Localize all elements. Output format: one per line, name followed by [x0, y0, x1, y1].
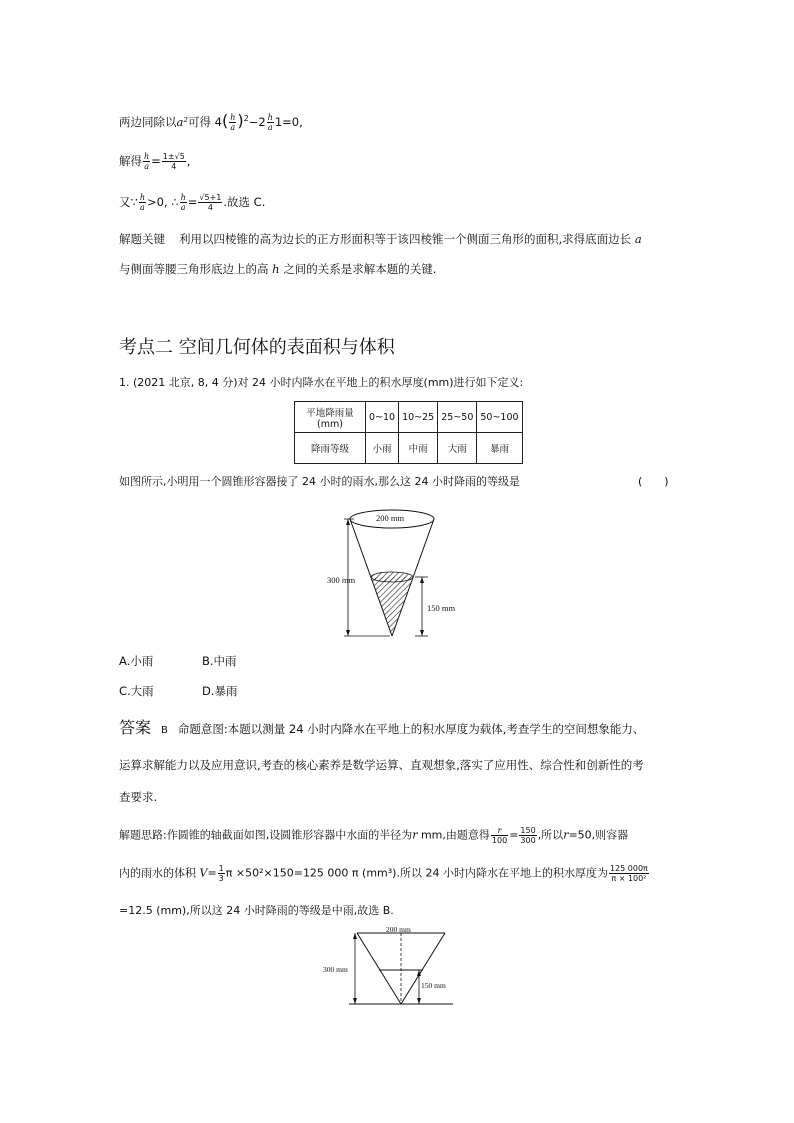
question-continuation: 如图所示,小明用一个圆锥形容器接了 24 小时的雨水,那么这 24 小时降雨的等级是	[119, 475, 520, 488]
text: 两边同除以	[119, 114, 177, 129]
answer-line-3: 查要求.	[119, 790, 158, 804]
text: .故选 C.	[223, 195, 266, 209]
fraction-h-a: $\frac{h}{a}$	[139, 193, 145, 212]
text: ,	[186, 154, 191, 168]
label-200mm: 200 mm	[386, 925, 411, 934]
table-cell: 0~10	[366, 402, 399, 433]
var-v: V	[199, 866, 208, 880]
table-cell: 50~100	[477, 402, 522, 433]
text: π ×50²×150=125 000 π (mm³).所以 24 小时内降水在平地上的积水厚度为	[225, 866, 608, 880]
answer-bracket: ( )	[638, 475, 669, 488]
text: =50,则容器	[568, 828, 629, 842]
label-300mm: 300 mm	[323, 965, 348, 974]
option-d: D.暴雨	[202, 684, 238, 698]
key-insight-label: 解题关键	[119, 232, 165, 246]
fraction-h-a: $\frac{h}{a}$	[267, 112, 273, 132]
var-r: r	[412, 828, 418, 842]
option-a: A.小雨	[119, 654, 154, 668]
text: =	[509, 828, 519, 842]
table-row	[295, 402, 523, 433]
var-r: r	[563, 828, 569, 842]
text: 又∵	[119, 195, 138, 209]
text: mm,由题意得	[420, 828, 490, 842]
var-a: a	[634, 232, 642, 246]
text: −2	[248, 114, 266, 129]
label-300mm: 300 mm	[327, 575, 356, 585]
label-150mm: 150 mm	[421, 981, 446, 990]
text: 可得 4	[187, 114, 222, 129]
text: 与侧面等腰三角形底边上的高	[119, 262, 269, 276]
text: ,所以	[537, 828, 564, 842]
solution-line-2	[119, 864, 650, 883]
text: >0, ∴	[146, 195, 179, 209]
label-150mm: 150 mm	[427, 603, 456, 613]
key-insight-line-1	[119, 231, 642, 247]
answer-letter: B	[161, 725, 168, 736]
equation-line-2	[119, 152, 190, 171]
fraction-1-3: $\frac{1}{3}$	[218, 864, 224, 883]
label-200mm: 200 mm	[376, 513, 405, 523]
text: 解题思路:作圆锥的轴截面如图,设圆锥形容器中水面的半径为	[119, 828, 413, 842]
option-b: B.中雨	[202, 654, 237, 668]
solution-line-3: =12.5 (mm),所以这 24 小时降雨的等级是中雨,故选 B.	[119, 904, 394, 917]
table-cell: 大雨	[438, 433, 477, 464]
option-c: C.大雨	[119, 684, 154, 698]
var-a2: a²	[176, 114, 188, 129]
answer-line-1	[119, 720, 644, 739]
solution-line-1	[119, 826, 628, 845]
var-h: h	[272, 262, 280, 276]
fraction-h-a: $\frac{h}{a}$	[230, 112, 236, 132]
section-title: 考点二 空间几何体的表面积与体积	[119, 337, 395, 358]
table-cell: 10~25	[399, 402, 438, 433]
exponent: 2	[243, 114, 249, 123]
text: 1=0,	[274, 114, 303, 129]
cross-section-figure	[345, 928, 455, 1010]
question-stem: 1. (2021 北京, 8, 4 分)对 24 小时内降水在平地上的积水厚度(mm)进行如下定义:	[119, 376, 524, 389]
fraction-depth: $\frac{125 000\pi}{\text{π × 100²}}$	[609, 864, 648, 883]
fraction-h-a: $\frac{h}{a}$	[180, 193, 186, 212]
fraction-result: $\frac{1\pm√5}{4}$	[162, 152, 185, 171]
text: =	[151, 154, 161, 168]
rainfall-table	[294, 401, 523, 464]
key-insight-line-2	[119, 261, 436, 277]
text: 之间的关系是求解本题的关键.	[283, 262, 437, 276]
table-cell: 降雨等级	[295, 433, 366, 464]
text: 解得	[119, 154, 142, 168]
text: 内的雨水的体积	[119, 866, 196, 880]
table-row	[295, 433, 523, 464]
answer-label: 答案	[119, 718, 152, 737]
fraction-result: $\frac{√5+1}{4}$	[199, 193, 222, 212]
fraction-150-300: $\frac{150}{300}$	[520, 826, 536, 845]
text: =	[187, 195, 198, 209]
equation-line-3	[119, 193, 265, 212]
table-cell: 暴雨	[477, 433, 522, 464]
fraction-r-100: $\frac{r}{100}$	[491, 826, 508, 845]
text: 命题意图:本题以测量 24 小时内降水在平地上的积水厚度为载体,考查学生的空间想象能力、	[177, 722, 645, 736]
text: 利用以四棱锥的高为边长的正方形面积等于该四棱锥一个侧面三角形的面积,求得底面边长	[179, 232, 632, 246]
table-cell: 小雨	[366, 433, 399, 464]
answer-line-2: 运算求解能力以及应用意识,考查的核心素养是数学运算、直观想象,落实了应用性、综合性和创新性的考	[119, 758, 644, 772]
fraction-h-a: $\frac{h}{a}$	[144, 152, 150, 171]
table-cell: 中雨	[399, 433, 438, 464]
table-cell: 平地降雨量(mm)	[295, 402, 366, 433]
table-cell: 25~50	[438, 402, 477, 433]
equation-line-1: 两边同除以a²可得 4( $\frac{h}{a}$ )$^2$−2 $\frac{h}{a}$ 1=0,	[119, 110, 303, 132]
text: =	[207, 866, 217, 880]
